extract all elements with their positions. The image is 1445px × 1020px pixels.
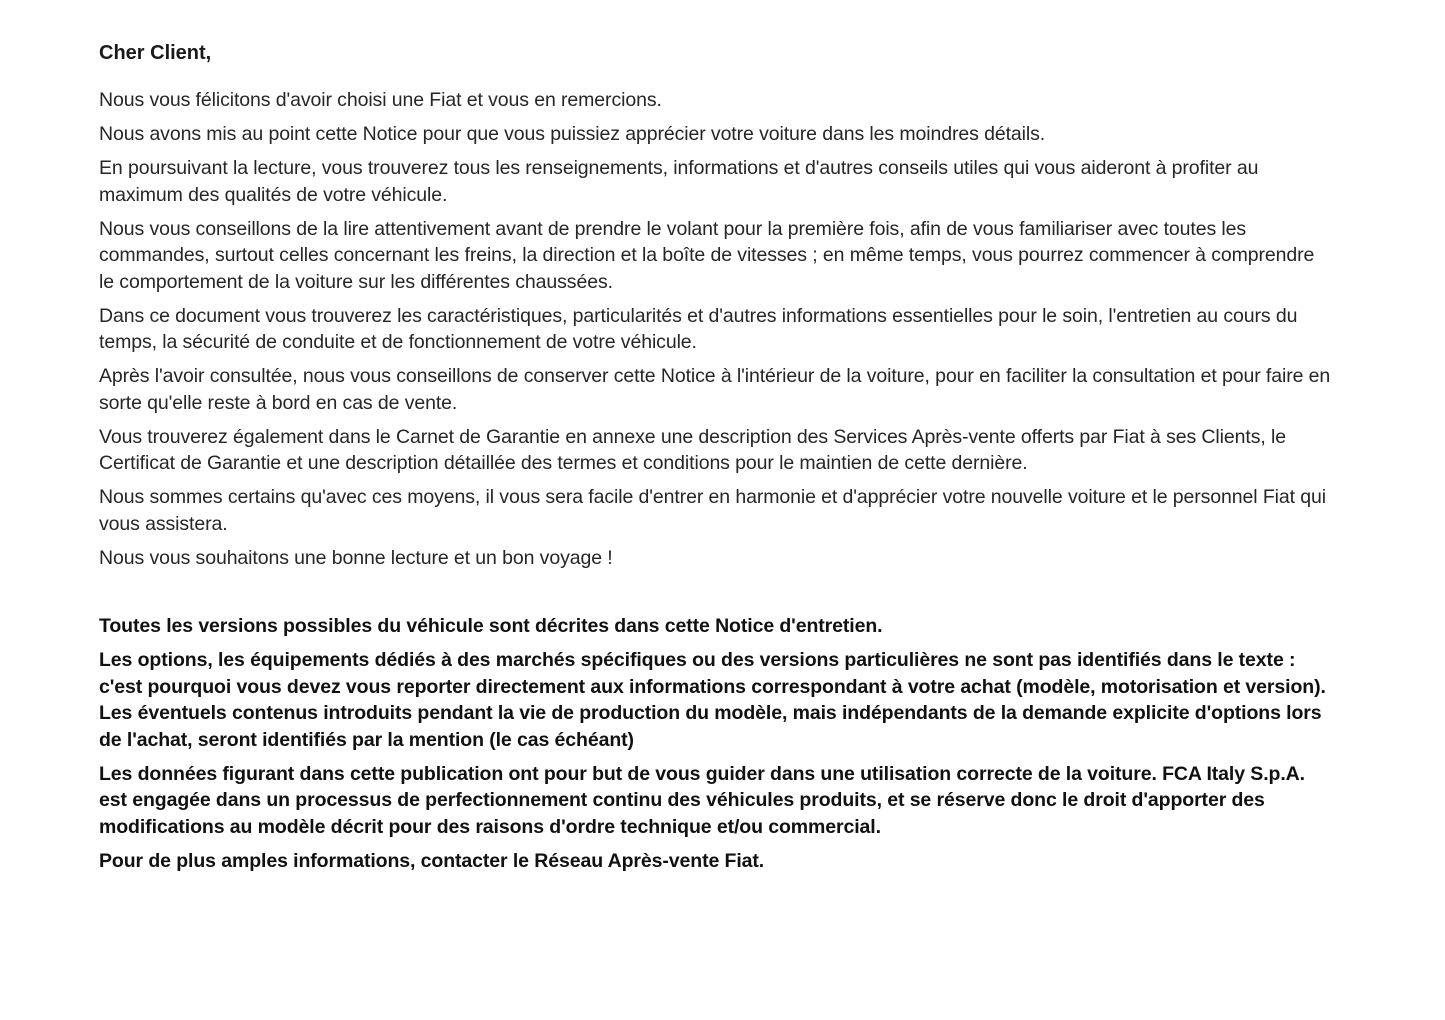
letter-paragraph: Après l'avoir consultée, nous vous conseillons de conserver cette Notice à l'intérieur de la voiture, pour en faciliter la consultation et pour faire en sorte qu'elle reste à bord en cas de vente.	[99, 365, 1331, 414]
letter-paragraph: Nous vous félicitons d'avoir choisi une Fiat et vous en remercions.	[99, 89, 662, 111]
notes-section	[99, 613, 1334, 874]
note-paragraph: Les données figurant dans cette publication ont pour but de vous guider dans une utilisation correcte de la voiture. FCA Italy S.p.A. est engagée dans un processus de perfectionnement continu des véhicules produits, et se réserve donc le droit d'apporter des modifications au modèle décrit pour des raisons d'ordre technique et/ou commercial.	[99, 762, 1305, 838]
note-paragraph: Les options, les équipements dédiés à des marchés spécifiques ou des versions particulières ne sont pas identifiés dans le texte : c'est pourquoi vous devez vous reporter directement aux informations correspondant à votre achat (modèle, motorisation et version). Les éventuels contenus introduits pendant la vie de production du modèle, mais indépendants de la demande explicite d'options lors de l'achat, seront identifiés par la mention (le cas échéant)	[99, 649, 1326, 751]
letter-paragraph: En poursuivant la lecture, vous trouverez tous les renseignements, informations et d'autres conseils utiles qui vous aideront à profiter au maximum des qualités de votre véhicule.	[99, 157, 1259, 206]
letter-paragraph: Dans ce document vous trouverez les caractéristiques, particularités et d'autres informations essentielles pour le soin, l'entretien au cours du temps, la sécurité de conduite et de fonctionnement de votre véhicule.	[99, 304, 1298, 353]
letter-paragraph: Nous avons mis au point cette Notice pour que vous puissiez apprécier votre voiture dans les moindres détails.	[99, 123, 1046, 145]
letter-paragraph: Nous vous conseillons de la lire attentivement avant de prendre le volant pour la première fois, afin de vous familiariser avec toutes les commandes, surtout celles concernant les freins, la direction et la boîte de vitesses ; en même temps, vous pourrez commencer à comprendre le comportement de la voiture sur les différentes chaussées.	[99, 217, 1315, 293]
note-paragraph: Toutes les versions possibles du véhicule sont décrites dans cette Notice d'entretien.	[99, 615, 883, 637]
document-page	[99, 40, 1334, 882]
note-paragraph: Pour de plus amples informations, contacter le Réseau Après-vente Fiat.	[99, 849, 765, 872]
letter-paragraph: Vous trouverez également dans le Carnet de Garantie en annexe une description des Services Après-vente offerts par Fiat à ses Clients, le Certificat de Garantie et une description détaillée des termes et conditions pour le maintien de cette dernière.	[99, 425, 1286, 474]
letter-paragraph: Nous sommes certains qu'avec ces moyens, il vous sera facile d'entrer en harmonie et d'apprécier votre nouvelle voiture et le personnel Fiat qui vous assistera.	[99, 486, 1326, 535]
letter-paragraph: Nous vous souhaitons une bonne lecture et un bon voyage !	[99, 546, 613, 569]
letter-body	[99, 87, 1334, 571]
salutation: Cher Client,	[99, 42, 212, 64]
